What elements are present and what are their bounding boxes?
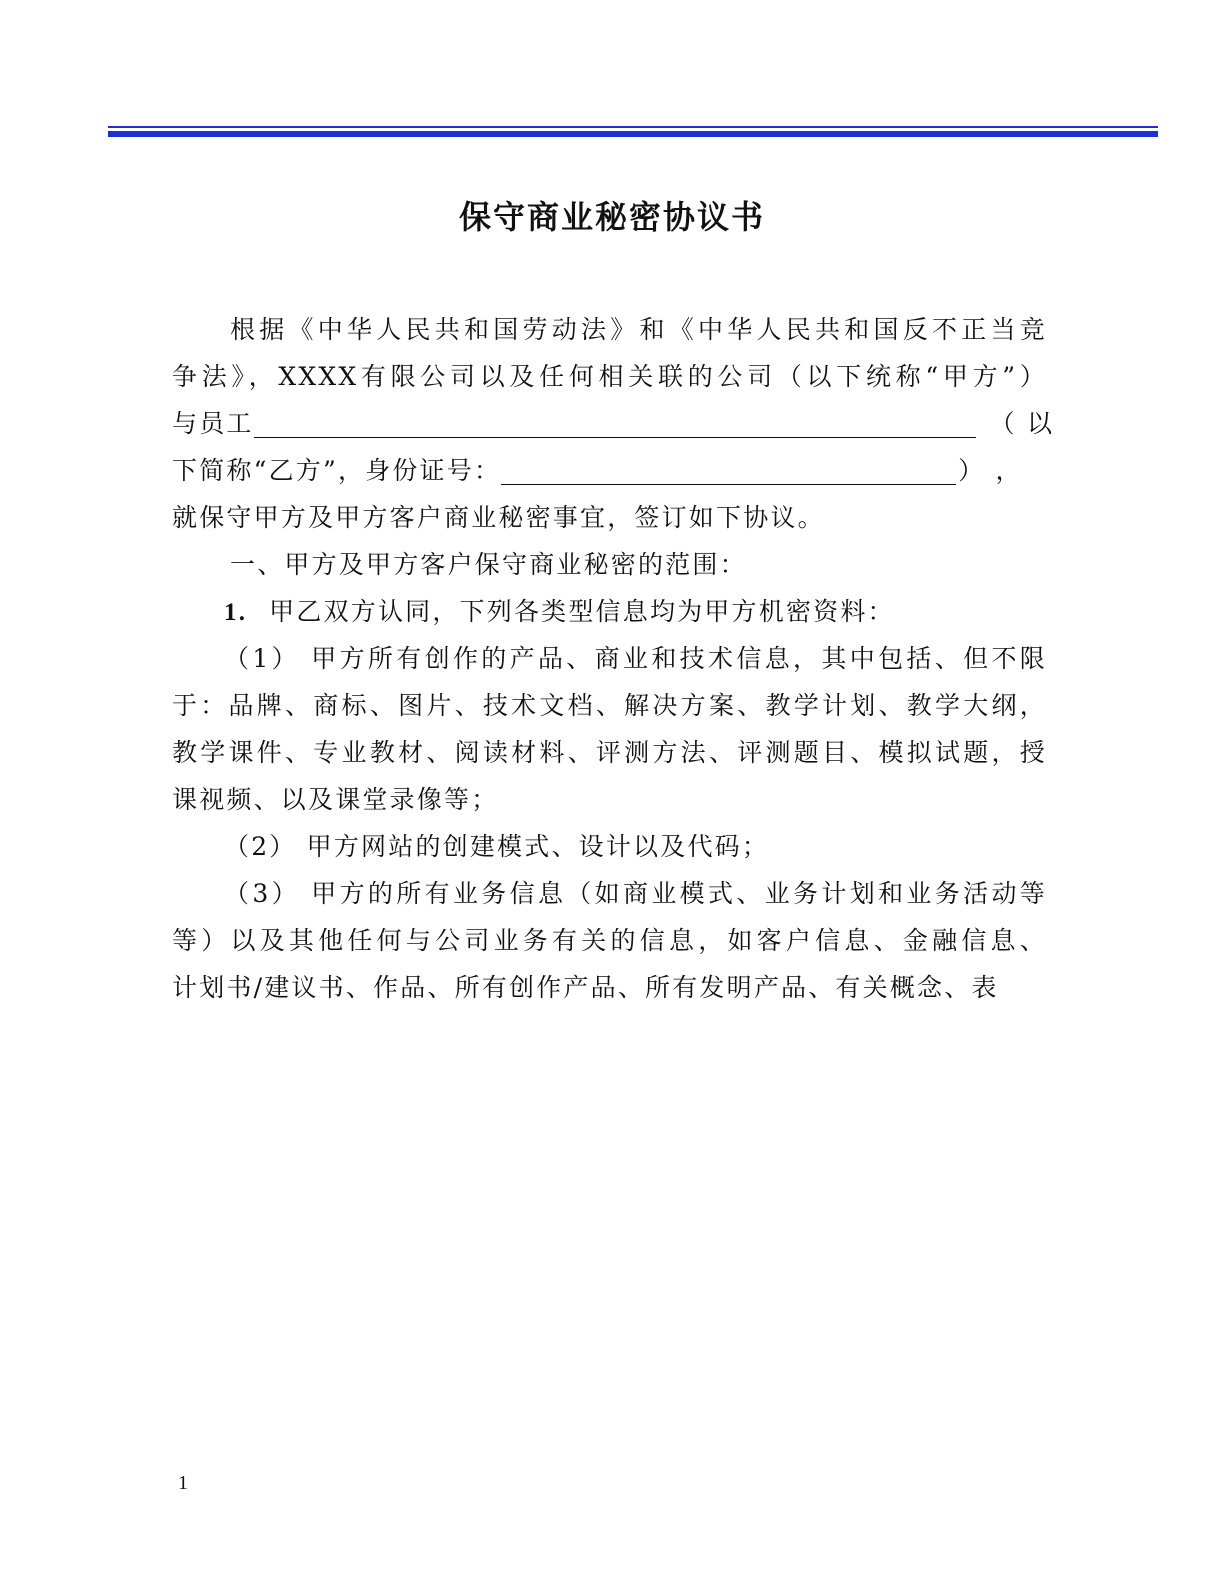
sub-item-1-line-2: 于：品牌、商标、图片、技术文档、解决方案、教学计划、教学大纲， [172,691,1047,720]
preamble-line-1: 根据《中华人民共和国劳动法》和《中华人民共和国反不正当竞 [230,315,1047,344]
item-1-number: 1. [224,599,248,626]
employee-name-blank[interactable] [254,407,976,438]
sub-item-3-line-1: （3） 甲方的所有业务信息（如商业模式、业务计划和业务活动等 [224,879,1047,908]
preamble-line-3 [172,400,1055,447]
preamble-line-5: 就保守甲方及甲方客户商业秘密事宜，签订如下协议。 [172,503,825,532]
preamble-line-4-tail: ） ， [958,456,1023,485]
preamble-line-4 [172,447,1047,494]
sub-item-1-line-1: （1） 甲方所有创作的产品、商业和技术信息，其中包括、但不限 [224,644,1047,673]
page-number: 1 [178,1472,188,1494]
header-rule-thick [108,131,1158,137]
document-title: 保守商业秘密协议书 [458,198,765,236]
document-body [172,306,1055,1011]
item-1-text: 甲乙双方认同，下列各类型信息均为甲方机密资料： [269,597,895,626]
item-1 [172,588,1047,635]
sub-item-1-line-3: 教学课件、专业教材、阅读材料、评测方法、评测题目、模拟试题，授 [172,738,1047,767]
sub-item-2: （2） 甲方网站的创建模式、设计以及代码； [224,832,770,861]
header-rule-thin [108,126,1158,128]
sub-item-1-line-4: 课视频、以及课堂录像等； [172,785,499,814]
preamble-line-2: 争法》，XXXX有限公司以及任何相关联的公司（以下统称“甲方”） [172,362,1047,391]
sub-item-3-line-3: 计划书/建议书、作品、所有创作产品、所有发明产品、有关概念、表 [172,973,999,1002]
employee-label: 与员工 [172,409,254,438]
sub-item-3-line-2: 等）以及其他任何与公司业务有关的信息，如客户信息、金融信息、 [172,926,1047,955]
id-number-blank[interactable] [501,454,956,485]
preamble-line-3-tail: （ 以 [989,409,1055,438]
id-number-label: 下简称“乙方”，身份证号： [172,456,502,485]
section-heading: 一、甲方及甲方客户保守商业秘密的范围： [230,550,747,579]
